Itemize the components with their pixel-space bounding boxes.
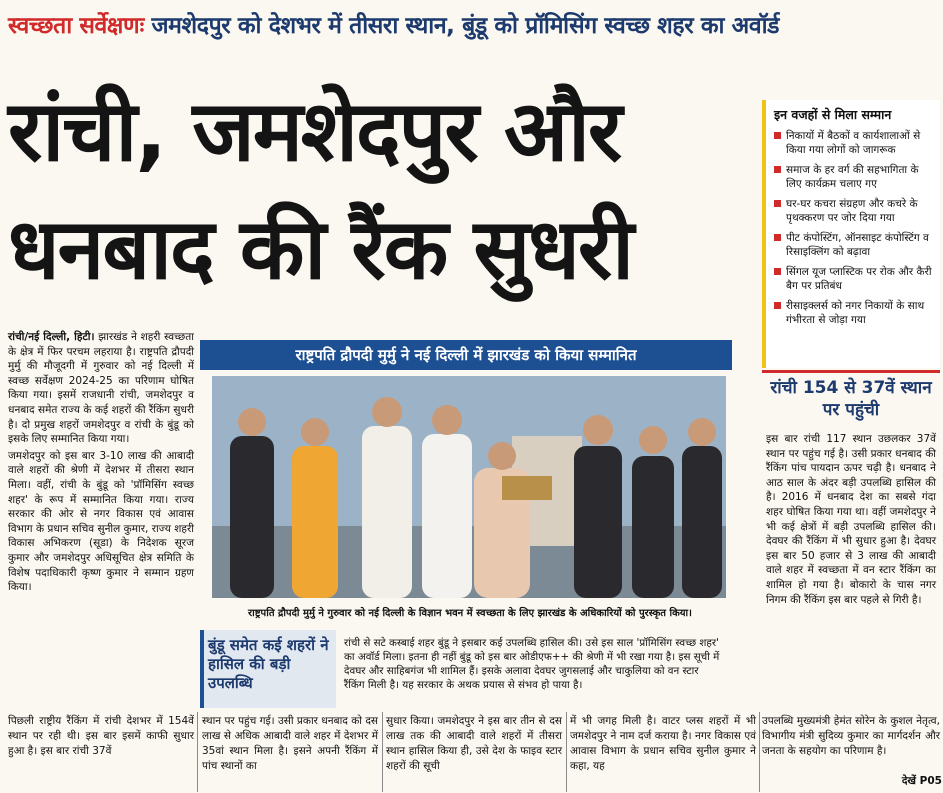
bottom-column-1: पिछली राष्ट्रीय रैंकिंग में रांची देशभर में 154वें स्थान पर रही थी। इस बार इसमें काफी सुधार हुआ है। इस बार रांची 37वें [8, 715, 194, 757]
top-line-kicker: स्वच्छता सर्वेक्षणः [8, 13, 144, 39]
photo-illustration [212, 376, 726, 598]
headline-line-2: धनबाद की रैंक सुधरी [8, 200, 633, 298]
reasons-box [762, 100, 940, 368]
top-line-text: जमशेदपुर को देशभर में तीसरा स्थान, बुंडू को प्रॉमिसिंग स्वच्छ शहर का अवॉर्ड [151, 13, 780, 39]
bundu-subhead: बुंडू समेत कई शहरों ने हासिल की बड़ी उपलब्धि [200, 630, 336, 708]
reason-text: निकायों में बैठकों व कार्यशालाओं से किया गया लोगों को जागरूक [786, 130, 921, 156]
bullet-square-icon [774, 268, 781, 275]
reason-item [774, 197, 934, 225]
bullet-square-icon [774, 132, 781, 139]
lead-article [8, 330, 194, 730]
rank-box-title: रांची 154 से 37वें स्थान पर पहुंची [762, 370, 940, 430]
reason-item [774, 163, 934, 191]
column-divider [566, 712, 567, 792]
reason-text: रीसाइक्लर्स को नगर निकायों के साथ गंभीरता से जोड़ा गया [786, 300, 925, 326]
column-divider [197, 712, 198, 792]
photo-caption: राष्ट्रपति द्रौपदी मुर्मु ने गुरुवार को नई दिल्ली के विज्ञान भवन में स्वच्छता के लिए झारखंड के अधिकारियों को पुरस्कृत किया। [248, 608, 692, 619]
column-divider [759, 712, 760, 792]
reason-text: घर-घर कचरा संग्रहण और कचरे के पृथक्करण पर जोर दिया गया [786, 198, 918, 224]
reasons-title: इन वजहों से मिला सम्मान [774, 107, 892, 122]
reason-item [774, 265, 934, 293]
top-line [0, 0, 943, 64]
reason-text: सिंगल यूज प्लास्टिक पर रोक और कैरी बैग पर प्रतिबंध [786, 266, 932, 292]
bullet-square-icon [774, 302, 781, 309]
bottom-column-5: उपलब्धि मुख्यमंत्री हेमंत सोरेन के कुशल नेतृत्व, विभागीय मंत्री सुदिव्य कुमार का मार्गदर्शन और जनता के सहयोग का परिणाम है। [762, 715, 940, 757]
reason-item [774, 299, 934, 327]
reason-item [774, 129, 934, 157]
reason-item [774, 231, 934, 259]
bullet-square-icon [774, 166, 781, 173]
lead-text-1: झारखंड ने शहरी स्वच्छता के क्षेत्र में फिर परचम लहराया है। राष्ट्रपति द्रौपदी मुर्मु की मौजूदगी में गुरुवार को नई दिल्ली में स्वच्छ सर्वेक्षण 2024-25 का परिणाम घोषित किया गया। इसमें राजधानी रांची, जमशेदपुर व धनबाद समेत राज्य के कई शहरों की रैंकिंग सुधरी है। दो प्रमुख शहरों जमशेदपुर व रांची के बुंडू को इसके लिए सम्मानित किया गया। [8, 331, 194, 446]
column-divider [382, 712, 383, 792]
bottom-column-3: सुधार किया। जमशेदपुर ने इस बार तीन से दस लाख तक की आबादी वाले शहरों में तीसरा स्थान हासिल किया ही, उसे देश के फाइव स्टार शहरों की सूची [386, 715, 562, 772]
bottom-column-2: स्थान पर पहुंच गई। उसी प्रकार धनबाद को दस लाख से अधिक आबादी वाले शहर में देशभर में 35वां स्थान मिला है। इसने अपनी रैंकिंग में पांच स्थानों का [202, 715, 378, 772]
rank-box-body: इस बार रांची 117 स्थान उछलकर 37वें स्थान पर पहुंच गई है। उसी प्रकार धनबाद की रैंकिंग पांच पायदान ऊपर चढ़ी है। धनबाद ने आठ साल के अंदर बड़ी उपलब्धि हासिल की है। 2016 में धनबाद देश का सबसे गंदा शहर घोषित किया गया था। वहीं जमशेदपुर ने भी कई क्षेत्रों में बड़ी उपलब्धि हासिल की। देवघर की रैंकिंग में भी सुधार हुआ है। देवघर इस बार 50 हजार से 3 लाख की आबादी वाले शहर में स्वच्छता में वन स्टार रैंकिंग का शामिल हो गया है। बोकारो के चास नगर निगम की रैंकिंग इस बार पहले से गिरी है। [766, 433, 936, 606]
lead-paragraph-2: जमशेदपुर को इस बार 3-10 लाख की आबादी वाले शहरों की श्रेणी में देशभर में तीसरा स्थान मिला। वहीं, रांची के बुंडू को 'प्रॉमिसिंग स्वच्छ शहर' के रूप में सम्मानित किया गया। राज्य सरकार की ओर से नगर विकास एवं आवास विभाग के प्रधान सचिव सुनील कुमार, राज्य शहरी विकास अभिकरण (सूडा) के निदेशक सूरज कुमार और जमशेदपुर अधिसूचित क्षेत्र समिति के विशेष पदाधिकारी कृष्ण कुमार ने सम्मान ग्रहण किया। [8, 449, 194, 594]
bottom-column-4: में भी जगह मिली है। वाटर प्लस शहरों में भी जमशेदपुर ने नाम दर्ज कराया है। नगर विकास एवं आवास विभाग के प्रधान सचिव सुनील कुमार ने कहा, यह [570, 715, 756, 772]
bullet-square-icon [774, 234, 781, 241]
lead-paragraph-1 [8, 330, 194, 447]
headline [8, 72, 758, 308]
photo-headline-band: राष्ट्रपति द्रौपदी मुर्मु ने नई दिल्ली में झारखंड को किया सम्मानित [200, 340, 732, 370]
reason-text: पीट कंपोस्टिंग, ऑनसाइट कंपोस्टिंग व रिसाइक्लिंग को बढ़ावा [786, 232, 929, 258]
award-ceremony-photo [212, 376, 726, 598]
headline-line-1: रांची, जमशेदपुर और [8, 82, 621, 180]
bundu-text: रांची से सटे कस्बाई शहर बुंडू ने इसबार कई उपलब्धि हासिल की। उसे इस साल 'प्रॉमिसिंग स्वच्छ शहर' का अवॉर्ड मिला। इतना ही नहीं बुंडू को इस बार ओडीएफ++ की श्रेणी में भी रखा गया है। इस सूची में देवघर और साहिबगंज भी शामिल हैं। इसके अलावा देवघर जुगसलाई और चाकुलिया को वन स्टार रैंकिंग मिली है। यह सरकार के अथक प्रयास से संभव हो पाया है। [344, 637, 720, 691]
continued-reference: देखें P05 [901, 775, 942, 787]
bullet-square-icon [774, 200, 781, 207]
reason-text: समाज के हर वर्ग की सहभागिता के लिए कार्यक्रम चलाए गए [786, 164, 919, 190]
dateline: रांची/नई दिल्ली, हिटी। [8, 331, 95, 343]
